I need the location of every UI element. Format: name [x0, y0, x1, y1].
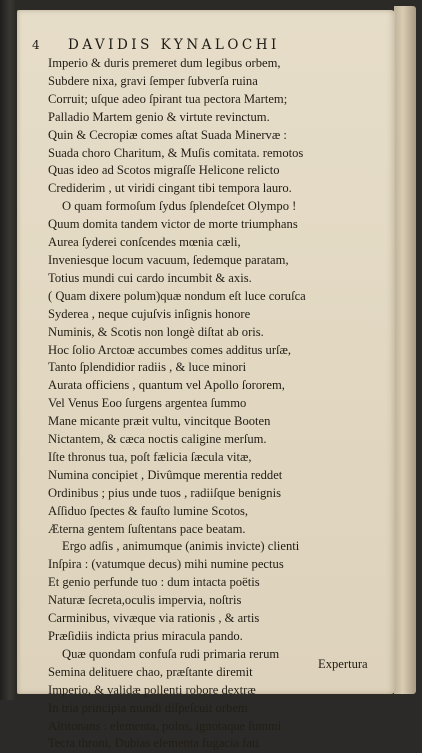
verse-line: Altitonans : elementa, polos, ignotaque ſummi: [48, 718, 282, 733]
verse-line: Quum domita tandem victor de morte triumphans: [48, 217, 298, 232]
verse-line: In tria principia mundi diſpeſcuit orbem: [48, 700, 248, 715]
verse-line: Imperio & duris premeret dum legibus orbem,: [48, 56, 281, 70]
verse-line: Suada choro Charitum, & Muſis comitata. remotos: [48, 145, 304, 160]
verse-line: Inveniesque locum vacuum, ſedemque paratam,: [48, 252, 289, 267]
verse-line: Naturæ ſecreta,oculis impervia, noſtris: [48, 593, 242, 608]
verse-line: Subdere nixa, gravi ſemper ſubverſa ruina: [48, 73, 258, 88]
verse-line: Imperio, & validæ pollenti robore dextræ: [48, 682, 256, 697]
page-number: 4: [32, 38, 40, 52]
page-edge: [394, 6, 416, 694]
running-title: DAVIDIS KYNALOCHI: [68, 37, 280, 53]
verse-line: Ergo adſis , animumque (animis invicte) clienti: [62, 539, 300, 554]
verse-line: Numinis, & Scotis non longè diſtat ab oris.: [48, 324, 264, 339]
verse-line: Aſſiduo ſpectes & fauſto lumine Scotos,: [48, 503, 249, 518]
verse-line: Aurata officiens , quantum vel Apollo ſororem,: [48, 378, 285, 393]
verse-line: Totius mundi cui cardo incumbit & axis.: [48, 270, 252, 285]
verse-line: Carminibus, vivæque via rationis , & artis: [48, 611, 260, 626]
verse-line: Quas ideo ad Scotos migraſſe Helicone relicto: [48, 163, 280, 178]
verse-line: Vel Venus Eoo ſurgens argentea ſummo: [48, 396, 247, 411]
verse-line: ( Quam dixere polum)quæ nondum eſt luce coruſca: [48, 288, 306, 303]
verse-line: Ordinibus ; pius unde tuos , radiiſque benignis: [48, 485, 281, 500]
verse-line: Tecta throni, Dubias elementa fugacia fati: [48, 736, 260, 751]
verse-line: Quin & Cecropiæ comes aſtat Suada Minervæ :: [48, 127, 287, 142]
verse-line: Palladio Martem genio & virtute revinctum.: [48, 109, 270, 124]
verse-line: Quæ quondam confuſa rudi primaria rerum: [62, 646, 280, 661]
verse-line: Iſte thronus tua, poſt fælicia ſæcula vitæ,: [48, 449, 252, 464]
verse-line: Præſidiis indicta prius miracula pando.: [48, 629, 243, 643]
verse-line: Inſpira : (vatumque decus) mihi numine pectus: [48, 557, 284, 572]
verse-line: Crediderim , ut viridi cingant tibi tempora lauro.: [48, 181, 292, 196]
verse-line: Mane micante præit vultu, vincitque Booten: [48, 414, 271, 429]
verse-line: Aurea ſyderei conſcendes mœnia cæli,: [48, 235, 241, 250]
verse-line: Syderea , neque cujuſvis inſignis honore: [48, 306, 251, 321]
poem-text: [48, 55, 388, 753]
verse-line: O quam formoſum ſydus ſplendeſcet Olympo !: [62, 199, 297, 214]
verse-line: Æterna gentem ſuſtentans pace beatam.: [48, 521, 246, 536]
verse-line: Numina concipiet , Divûmque merentia reddet: [48, 467, 283, 482]
verse-line: Semina delituere chao, præſtante diremit: [48, 664, 253, 679]
verse-line: Nictantem, & cæca noctis caligine merſum.: [48, 432, 267, 447]
verse-line: Et genio perfunde tuo : dum intacta poëtis: [48, 575, 260, 590]
verse-line: Corruit; uſque adeo ſpirant tua pectora Martem;: [48, 91, 288, 106]
verse-line: Tanto ſplendidior radiis , & luce minori: [48, 360, 247, 375]
verse-line: Hoc ſolio Arctoæ accumbes comes additus urſæ,: [48, 342, 292, 357]
catchword: Expertura: [318, 657, 368, 671]
